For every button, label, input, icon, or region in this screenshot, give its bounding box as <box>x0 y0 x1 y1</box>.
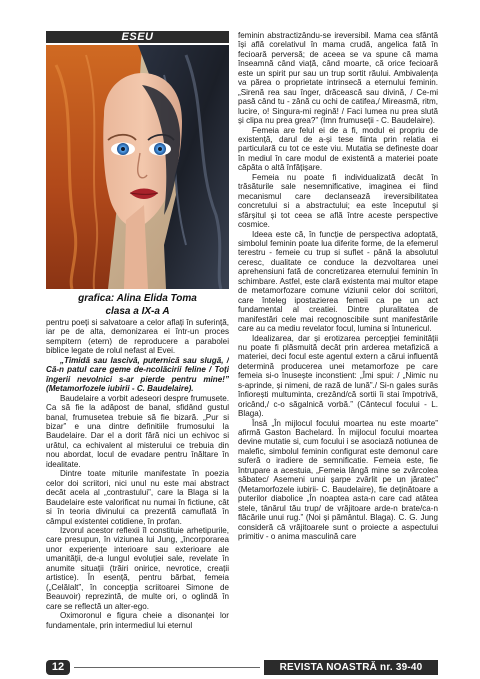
paragraph: Femeia nu poate fi individualizată decât în trăsăturile sale nesemnificative, imaginea ei fiind mecanismul care declansează ireversibilitatea concretului si a abstractului; ea este începutul și sfârșitul și tot ceea se află între aceste perspective cosmice. <box>238 172 438 230</box>
section-label-bar <box>46 31 229 43</box>
page-number: 12 <box>51 661 65 673</box>
paragraph: feminin abstractizându-se ireversibil. Mama cea sfântă își află corelativul în mama crudă, angelica fată în fecioară perversă; de aceea se va spune că mama înseamnă când viață, când moarte, că orice fecioară este un spirit pur sau un trup sortit răului. Ambivalența va părea o proprietate intrinsecă a eternului feminin. „Sirenă rea sau înger, drăcească sau divină, / Ce-mi pasă când tu - zână cu ochi de catifea,/ Mireasmă, ritm, lucire, o! Singura-mi regină! / Faci lumea nu prea slută și clipa nu prea grea?” (Imn frumuseții - C. Baudelaire). <box>238 31 438 126</box>
paragraph: Femeia are felul ei de a fi, modul ei propriu de existență, darul de a-și tese fiinta prin relatia ei particulară cu tot ce este viu. Mutatia se defineste doar în mediul în care modul de existentă a materiei poate căpăta o altă înfățișare. <box>238 125 438 173</box>
paragraph: Baudelaire a vorbit adeseori despre frumusete. Ca să fie la adăpost de banal, sfidând gustul banal, frumusetea trebuie să fie bizară. „Pur si bizar” e una dintre definitiile frumosului la Baudelaire. Dar el a dorit fără nici un echivoc si urâtul, ca echivalent al misterului ce trebuia din nou abordat, locul de evadare pentru înăltare în idealitate. <box>46 393 229 469</box>
footer-divider <box>74 667 260 668</box>
paragraph: Însă „În mijlocul focului moartea nu este moarte” afirmă Gaston Bachelard. În mijlocul focului moartea devine mutatie si, cum focului i se asociază notiunea de malefic, simbolul feminin configurat este demonul care suferă o iradiere de semnificatie. Femeia este, fie întrupare a acestuia, „Femeia lângă mine se zvârcolea săbatec/ Asemeni unui șarpe zvârlit pe un jăratec” (Metamorfozele iubirii- C. Baudelaire), fie deținătoare a puterilor diabolice „În noaptea asta-n care cad atâtea stele, tânărul tău trup/ de vrăjitoare arde-n brate/ca-n flăcările unui rug.” (Noi și pământul. Blaga). C. G. Jung consideră că vrăjitoarele sunt o proiecte a aspectului primitiv - o anima masculină care <box>238 418 438 542</box>
paragraph: pentru poeți si salvatoare a celor aflați în suferință, iar pe de alta, demonizarea ei într-un proces sempitern (etern) de reproducere a parabolei biblice legate de rolul nefast al Evei. <box>46 318 229 356</box>
paragraph: Izvorul acestor reflexii îl constituie arhetipurile, care presupun, în viziunea lui Jung, „încorporarea unor experiențe interioare sau exterioare ale umanității, de-a lungul evoluției sale, revelate în anumite situații (trăiri onirice, nevrotice, creații artistice). În esență, pentru bărbat, femeia („Celălalt”, în concepția scriitoarei Simone de Beauvoir) reprezintă, de multe ori, o oglindă în care se reflectă un alter-ego. <box>46 525 229 611</box>
section-label: ESEU <box>121 31 154 43</box>
portrait-artwork <box>46 45 229 289</box>
caption-credit: grafica: Alina Elida Toma <box>78 293 197 304</box>
paragraph: Dintre toate miturile manifestate în poezia celor doi scriitori, nici unul nu este mai abstract decât acela al „contrastului”, care la Blaga si la Baudelaire este valorificat nu numai în fictiune, cât si în teoria divinului ca prezentă camuflată în câmpul existentei cotidiene, în profan. <box>46 469 229 526</box>
artwork-caption <box>46 292 229 318</box>
right-text-column <box>238 31 438 652</box>
paragraph: Idealizarea, dar și erotizarea percepției feminității nu poate fi plăsmuită decât prin arderea metafizică a materiei, deci focul este agentul extern a cărui influentă determină producerea unei metamorfoze pe care femeia si-o înusește inconstient: „Îmi spui: / „Nimic nu s-aprinde, și nimeni, de rază de lună”./ Si-n gales surâs înfiorești multuminta, crezând/că sortii îi stai împotrivă, oricând,/ c-o săgalnică vorbă.” (Cântecul focului - L. Blaga). <box>238 333 438 419</box>
portrait-painting <box>46 45 229 289</box>
journal-label-bar <box>264 660 438 675</box>
left-text-column <box>46 318 229 652</box>
page-footer <box>46 660 438 675</box>
paragraph: Ideea este că, în funcție de perspectiva adoptată, simbolul feminin poate lua diferite forme, de la efemerul terestru - femeie cu trup si suflet - până la absolutul ceresc, dualitate ce conduce la dezvoltarea unei aprehensiuni fată de concretizarea eternului feminin în schimbare. Astfel, este clară existenta mai multor etape de metamorfozare comune viziunii celor doi scriitori, care înteleg ipostazierea femeii ca pe un act fundamental al creatiei. Dintre pluralitatea de manifestări cele mai recognoscibile sunt manifestările care au ca mediu revelator focul, lumina si întunericul. <box>238 229 438 334</box>
journal-label: REVISTA NOASTRĂ nr. 39-40 <box>279 662 423 673</box>
page-number-box <box>46 660 70 675</box>
paragraph: Oximoronul e figura cheie a disonanței lor fundamentale, prin intermediul lui eternul <box>46 611 229 630</box>
caption-class: clasa a IX-a A <box>105 306 170 317</box>
quote-paragraph: „Timidă sau lascivă, puternică sau slugă, / Că-n patul care geme de-ncolăcirii feline / Toți îngerii nevolnici s-ar pierde pentru mine!” (Metamorfozele iubirii - C. Baudelaire). <box>46 355 229 394</box>
